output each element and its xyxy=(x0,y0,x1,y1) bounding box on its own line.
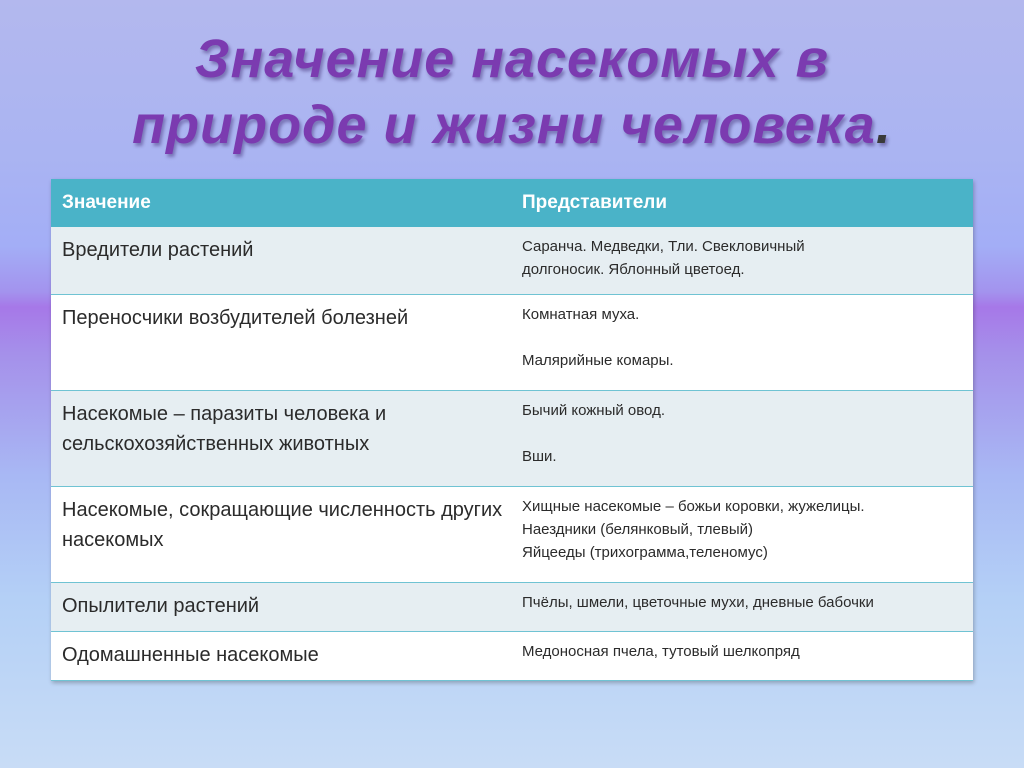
representatives-line: Саранча. Медведки, Тли. Свекловичный xyxy=(522,238,805,255)
table-row xyxy=(51,391,973,487)
title-period: . xyxy=(875,95,892,155)
representatives-gap xyxy=(522,326,965,349)
column-header-representatives: Представители xyxy=(511,179,973,227)
significance-text: Опылители растений xyxy=(62,595,260,617)
table-row xyxy=(51,632,973,681)
title-line-1: Значение насекомых в xyxy=(194,29,830,89)
representatives-line: Пчёлы, шмели, цветочные мухи, дневные бабочки xyxy=(522,594,874,611)
title-line-2 xyxy=(0,92,1024,158)
representatives-line: Наездники (белянковый, тлевый) xyxy=(522,521,753,538)
significance-cell xyxy=(51,487,511,583)
representatives-line: Хищные насекомые – божьи коровки, жужелицы. xyxy=(522,498,865,515)
significance-cell xyxy=(51,295,511,391)
representatives-text xyxy=(511,487,973,564)
table-row xyxy=(51,583,973,632)
representatives-cell xyxy=(511,227,973,295)
representatives-text xyxy=(511,391,973,468)
table-row xyxy=(51,295,973,391)
slide-title xyxy=(0,26,1024,158)
representatives-cell xyxy=(511,391,973,487)
significance-cell xyxy=(51,227,511,295)
column-header-significance: Значение xyxy=(51,179,511,227)
representatives-line: долгоносик. Яблонный цветоед. xyxy=(522,261,745,278)
representatives-text xyxy=(511,227,973,281)
representatives-line: Бычий кожный овод. xyxy=(522,402,665,419)
title-line-2-text: природе и жизни человека xyxy=(132,95,876,155)
representatives-text xyxy=(511,583,973,614)
representatives-line: Яйцееды (трихограмма,теленомус) xyxy=(522,544,768,561)
representatives-text xyxy=(511,295,973,372)
representatives-line: Вши. xyxy=(522,448,557,465)
significance-text: Насекомые, сокращающие численность других насекомых xyxy=(62,499,503,551)
representatives-cell xyxy=(511,583,973,632)
significance-cell xyxy=(51,391,511,487)
representatives-line: Малярийные комары. xyxy=(522,352,674,369)
significance-text: Насекомые – паразиты человека и сельскохозяйственных животных xyxy=(62,403,387,455)
significance-text: Вредители растений xyxy=(62,239,254,261)
representatives-cell xyxy=(511,487,973,583)
insects-table-container xyxy=(51,179,973,681)
table-row xyxy=(51,487,973,583)
representatives-line: Комнатная муха. xyxy=(522,306,640,323)
significance-cell xyxy=(51,632,511,681)
representatives-cell xyxy=(511,295,973,391)
table-row xyxy=(51,227,973,295)
table-header-row xyxy=(51,179,973,227)
insects-table xyxy=(51,179,973,681)
significance-text: Одомашненные насекомые xyxy=(62,644,319,666)
representatives-text xyxy=(511,632,973,663)
representatives-gap xyxy=(522,422,965,445)
significance-cell xyxy=(51,583,511,632)
significance-text: Переносчики возбудителей болезней xyxy=(62,307,409,329)
representatives-line: Медоносная пчела, тутовый шелкопряд xyxy=(522,643,800,660)
representatives-cell xyxy=(511,632,973,681)
